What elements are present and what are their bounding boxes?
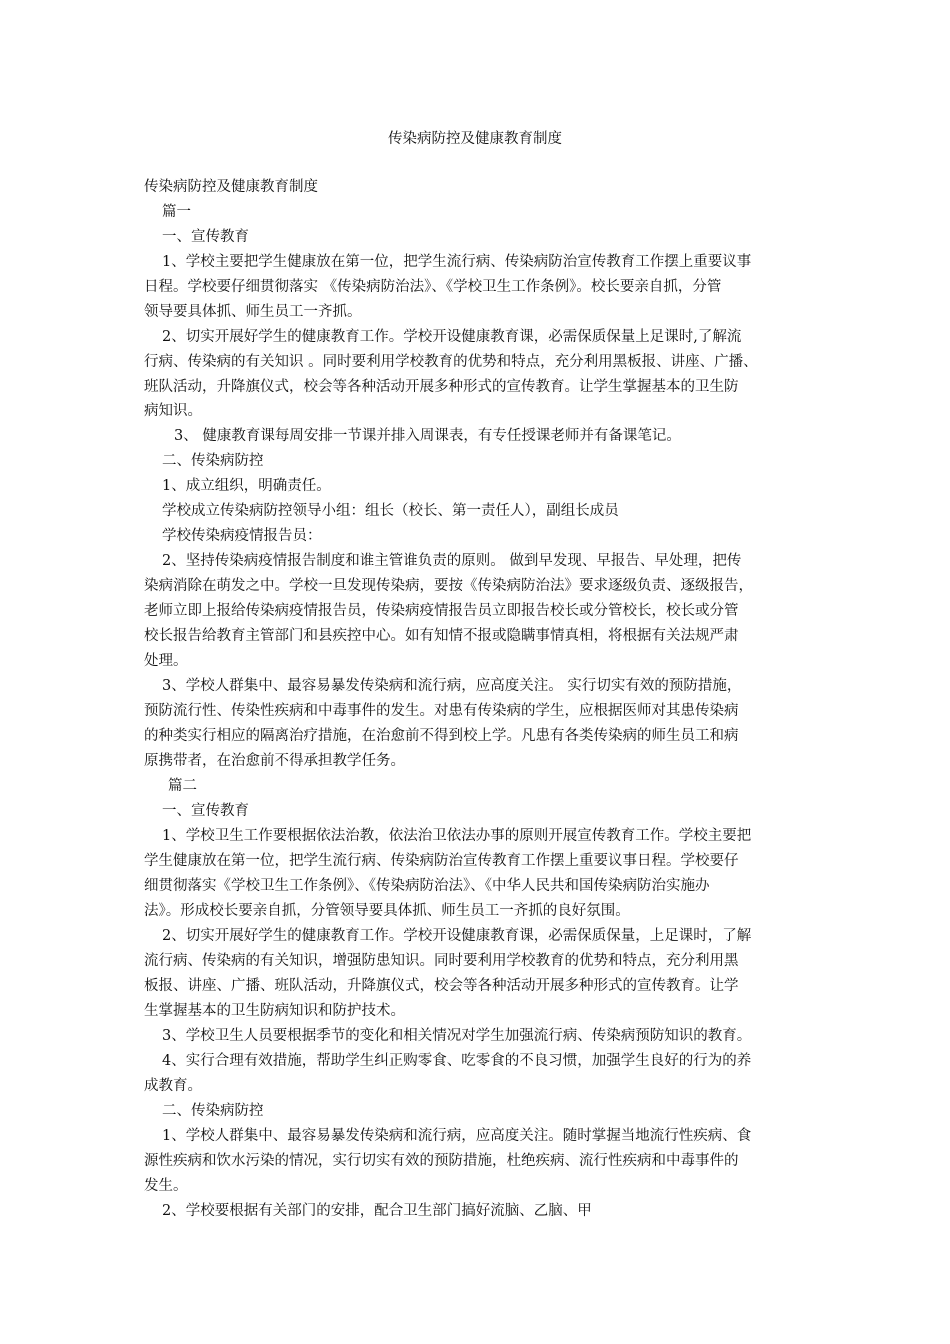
paragraph-line: 板报、讲座、广播、班队活动，升降旗仪式，校会等各种活动开展多种形式的宣传教育。让学 bbox=[144, 978, 739, 994]
paragraph-line: 校长报告给教育主管部门和县疾控中心。如有知情不报或隐瞒事情真相，将根据有关法规严肃 bbox=[144, 628, 739, 644]
paragraph-line: 源性疾病和饮水污染的情况，实行切实有效的预防措施，杜绝疾病、流行性疾病和中毒事件的 bbox=[144, 1153, 739, 1169]
paragraph-line: 班队活动，升降旗仪式，校会等各种活动开展多种形式的宣传教育。让学生掌握基本的卫生防 bbox=[144, 379, 739, 395]
paragraph-line: 日程。学校要仔细贯彻落实 《传染病防治法》、《学校卫生工作条例》。校长要亲自抓，分管 bbox=[144, 279, 722, 295]
paragraph-line: 3、学校人群集中、最容易暴发传染病和流行病，应高度关注。 实行切实有效的预防措施， bbox=[162, 678, 742, 694]
paragraph-line: 1、学校主要把学生健康放在第一位，把学生流行病、传染病防治宣传教育工作摆上重要议事 bbox=[162, 254, 752, 270]
paragraph-line: 1、学校卫生工作要根据依法治教，依法治卫依法办事的原则开展宣传教育工作。学校主要把 bbox=[162, 828, 752, 844]
paragraph-line: 法》。形成校长要亲自抓，分管领导要具体抓、师生员工一齐抓的良好氛围。 bbox=[144, 903, 630, 919]
paragraph-line: 领导要具体抓、师生员工一齐抓。 bbox=[144, 304, 362, 320]
section-heading: 一、宣传教育 bbox=[162, 229, 249, 245]
paragraph-line: 老师立即上报给传染病疫情报告员，传染病疫情报告员立即报告校长或分管校长，校长或分管 bbox=[144, 603, 739, 619]
section-heading: 一、宣传教育 bbox=[162, 803, 249, 819]
paragraph-line: 4、实行合理有效措施，帮助学生纠正购零食、吃零食的不良习惯，加强学生良好的行为的养 bbox=[162, 1053, 752, 1069]
paragraph-line: 病知识。 bbox=[144, 403, 202, 419]
section-heading: 篇二 bbox=[168, 778, 197, 794]
paragraph-line: 2、切实开展好学生的健康教育工作。学校开设健康教育课，必需保质保量，上足课时，了解 bbox=[162, 928, 752, 944]
paragraph-line: 处理。 bbox=[144, 653, 188, 669]
section-heading: 篇一 bbox=[162, 204, 191, 220]
paragraph-line: 行病、传染病的有关知识 。同时要利用学校教育的优势和特点，充分利用黑板报、讲座、广播、 bbox=[144, 354, 758, 370]
paragraph-line: 生掌握基本的卫生防病知识和防护技术。 bbox=[144, 1003, 405, 1019]
paragraph-line: 2、切实开展好学生的健康教育工作。学校开设健康教育课，必需保质保量上足课时,了解流 bbox=[162, 329, 742, 345]
paragraph-line: 学生健康放在第一位，把学生流行病、传染病防治宣传教育工作摆上重要议事日程。学校要仔 bbox=[144, 853, 739, 869]
paragraph-line: 1、成立组织，明确责任。 bbox=[162, 478, 331, 494]
paragraph-line: 3、学校卫生人员要根据季节的变化和相关情况对学生加强流行病、传染病预防知识的教育。 bbox=[162, 1028, 752, 1044]
paragraph-line: 的种类实行相应的隔离治疗措施，在治愈前不得到校上学。凡患有各类传染病的师生员工和病 bbox=[144, 728, 739, 744]
paragraph-line: 发生。 bbox=[144, 1178, 188, 1194]
paragraph-line: 2、坚持传染病疫情报告制度和谁主管谁负责的原则。 做到早发现、早报告、早处理，把传 bbox=[162, 553, 742, 569]
paragraph-line: 3、 健康教育课每周安排一节课并排入周课表，有专任授课老师并有备课笔记。 bbox=[174, 428, 681, 444]
paragraph-line: 1、学校人群集中、最容易暴发传染病和流行病，应高度关注。随时掌握当地流行性疾病、食 bbox=[162, 1128, 752, 1144]
paragraph-line: 细贯彻落实《学校卫生工作条例》、《传染病防治法》、《中华人民共和国传染病防治实施办 bbox=[144, 878, 710, 894]
section-heading: 二、传染病防控 bbox=[162, 453, 264, 469]
paragraph-line: 染病消除在萌发之中。学校一旦发现传染病，要按《传染病防治法》要求逐级负责、逐级报告， bbox=[144, 578, 753, 594]
paragraph-line: 学校成立传染病防控领导小组：组长（校长、第一责任人），副组长成员 bbox=[162, 503, 619, 519]
document-subtitle: 传染病防控及健康教育制度 bbox=[144, 179, 318, 195]
paragraph-line: 原携带者，在治愈前不得承担教学任务。 bbox=[144, 753, 405, 769]
paragraph-line: 流行病、传染病的有关知识，增强防患知识。同时要利用学校教育的优势和特点，充分利用黑 bbox=[144, 953, 739, 969]
page-title: 传染病防控及健康教育制度 bbox=[388, 131, 562, 147]
paragraph-line: 预防流行性、传染性疾病和中毒事件的发生。对患有传染病的学生，应根据医师对其患传染病 bbox=[144, 703, 739, 719]
section-heading: 二、传染病防控 bbox=[162, 1103, 264, 1119]
paragraph-line: 2、学校要根据有关部门的安排，配合卫生部门搞好流脑、乙脑、甲 bbox=[162, 1203, 592, 1219]
paragraph-line: 学校传染病疫情报告员： bbox=[162, 528, 322, 544]
paragraph-line: 成教育。 bbox=[144, 1078, 202, 1094]
